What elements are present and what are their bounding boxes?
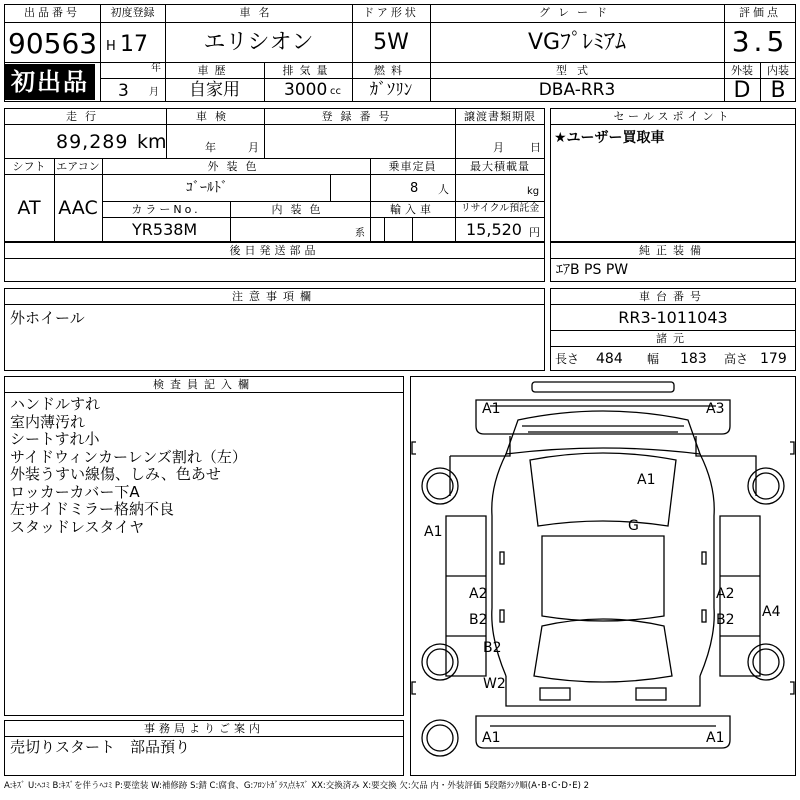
interior-color-label: 内装色: [271, 203, 329, 216]
history: 自家用: [189, 80, 240, 100]
inspector-note: 室内薄汚れ: [10, 412, 86, 431]
seats: 8: [410, 181, 419, 196]
recycle-deposit-label: リサイクル預託金: [460, 203, 540, 214]
ac: AAC: [58, 197, 98, 219]
damage-mark: A2: [716, 586, 735, 602]
interior-grade: B: [770, 78, 786, 103]
caution-label: 注意事項欄: [232, 290, 317, 303]
inspector-note: サイドウィンカーレンズ割れ（左）: [10, 447, 247, 466]
inspector-note: ハンドルすれ: [10, 395, 101, 413]
damage-mark: A1: [482, 401, 501, 417]
damage-mark: A1: [706, 730, 725, 746]
inspection-year-unit: 年: [205, 141, 216, 154]
damage-mark: B2: [716, 612, 735, 628]
damage-mark: W2: [483, 676, 506, 692]
era: H: [106, 39, 116, 54]
interior-color-unit: 系: [355, 228, 365, 239]
damage-mark: B2: [469, 612, 488, 628]
door-type: 5W: [373, 30, 409, 55]
dimensions-label: 諸元: [656, 332, 690, 345]
displacement-unit: cc: [330, 86, 341, 97]
sale-points-block: [550, 108, 796, 242]
damage-mark: A4: [762, 604, 781, 620]
inspection-label: 車検: [196, 110, 234, 123]
damage-mark: B2: [483, 640, 502, 656]
max-load-label: 最大積載量: [470, 160, 530, 173]
height: 179: [760, 351, 787, 367]
import-label: 輸入車: [390, 203, 435, 216]
damage-mark: A1: [482, 730, 501, 746]
history-label: 車歴: [197, 64, 232, 77]
exterior-grade: D: [733, 78, 751, 103]
registration-year: 17: [120, 32, 148, 57]
damage-mark: A1: [637, 472, 656, 488]
plate-label: 登録番号: [321, 110, 398, 123]
inspector-note: スタッドレスタイヤ: [10, 517, 145, 536]
length: 484: [596, 351, 623, 367]
transfer-day-unit: 日: [530, 141, 541, 154]
max-load-unit: kg: [527, 186, 540, 197]
mileage: 89,289: [56, 131, 129, 153]
mileage-unit: km: [137, 131, 167, 153]
sale-points-text: ★ユーザー買取車: [554, 130, 665, 146]
fuel-label: 燃料: [374, 64, 408, 77]
seats-label: 乗車定員: [388, 160, 437, 173]
lot-number-label: 出品番号: [24, 6, 80, 19]
specs-block: [4, 108, 545, 242]
color-number: YR538M: [132, 220, 198, 239]
recycle-deposit: 15,520: [466, 220, 522, 239]
damage-mark: A3: [706, 401, 725, 417]
inspector-notes-label: 検査員記入欄: [153, 378, 255, 391]
equipment-label: 純正装備: [639, 244, 707, 257]
first-listing-badge: 初出品: [5, 64, 95, 100]
first-registration-label: 初度登録: [110, 6, 155, 19]
fuel: ｶﾞｿﾘﾝ: [369, 80, 413, 100]
grade: VGﾌﾟﾚﾐｱﾑ: [527, 30, 627, 55]
lot-number: 90563: [8, 27, 98, 60]
displacement: 3000: [284, 80, 328, 100]
displacement-label: 排気量: [282, 64, 334, 77]
interior-grade-label: 内装: [767, 64, 789, 77]
score-label: 評価点: [739, 6, 781, 19]
model-code: DBA-RR3: [538, 80, 616, 100]
ac-label: エアコン: [56, 160, 100, 173]
inspection-month-unit: 月: [248, 141, 259, 154]
office-notice-text: 売切りスタート 部品預り: [10, 738, 191, 756]
transfer-month-unit: 月: [493, 141, 504, 154]
damage-mark: G: [628, 518, 639, 534]
grade-label: グレード: [539, 6, 615, 19]
car-name-label: 車名: [239, 6, 278, 19]
color-number-label: カラーNo.: [131, 203, 201, 216]
damage-mark: A1: [424, 524, 443, 540]
equipment-text: ｴｱB PS PW: [556, 262, 629, 278]
length-label: 長さ: [555, 352, 580, 366]
inspector-note: 左サイドミラー格納不良: [10, 500, 174, 518]
year-unit: 年: [151, 63, 161, 74]
chassis-number: RR3-1011043: [618, 308, 728, 327]
damage-legend: A:ｷｽﾞ U:ﾍｺﾐ B:ｷｽﾞを伴うﾍｺﾐ P:要塗装 W:補修跡 S:錆 C:腐食、G:ﾌﾛﾝﾄｶﾞﾗｽ点ｷｽﾞ XX:交換済み X:要交換 欠:欠品 内・外装評価 5段階ﾗﾝｸ順(A･B･C･D･E) 2: [4, 781, 590, 791]
mileage-label: 走行: [66, 110, 104, 123]
inspector-note: 外装うすい線傷、しみ、色あせ: [10, 465, 221, 483]
shift: AT: [17, 197, 41, 219]
width-label: 幅: [647, 352, 660, 366]
registration-month: 3: [118, 81, 129, 101]
chassis-number-label: 車台番号: [639, 290, 707, 303]
shift-label: シフト: [12, 160, 46, 173]
score: 3.5: [731, 25, 789, 58]
seats-unit: 人: [438, 183, 449, 196]
inspector-note: ロッカーカバー下A: [10, 482, 140, 501]
door-label: ドア形状: [363, 6, 419, 19]
exterior-color: ｺﾞｰﾙﾄﾞ: [186, 180, 228, 196]
transfer-docs-label: 譲渡書類期限: [464, 110, 536, 123]
later-parts-label: 後日発送部品: [229, 244, 320, 257]
exterior-grade-label: 外装: [731, 64, 753, 77]
office-notice-label: 事務局よりご案内: [144, 722, 264, 735]
sale-points-label: セールスポイント: [613, 110, 733, 123]
month-unit: 月: [149, 87, 159, 98]
damage-mark: A2: [469, 586, 488, 602]
inspector-notes-list: [10, 396, 247, 536]
car-name: エリシオン: [203, 30, 314, 55]
exterior-color-label: 外装色: [207, 160, 265, 173]
car-outline-diagram: [410, 376, 796, 776]
width: 183: [680, 351, 707, 367]
inspector-note: シートすれ小: [10, 430, 100, 448]
height-label: 高さ: [724, 352, 749, 366]
model-code-label: 型式: [556, 64, 598, 77]
recycle-deposit-unit: 円: [529, 226, 540, 239]
caution-text: 外ホイール: [10, 309, 85, 327]
